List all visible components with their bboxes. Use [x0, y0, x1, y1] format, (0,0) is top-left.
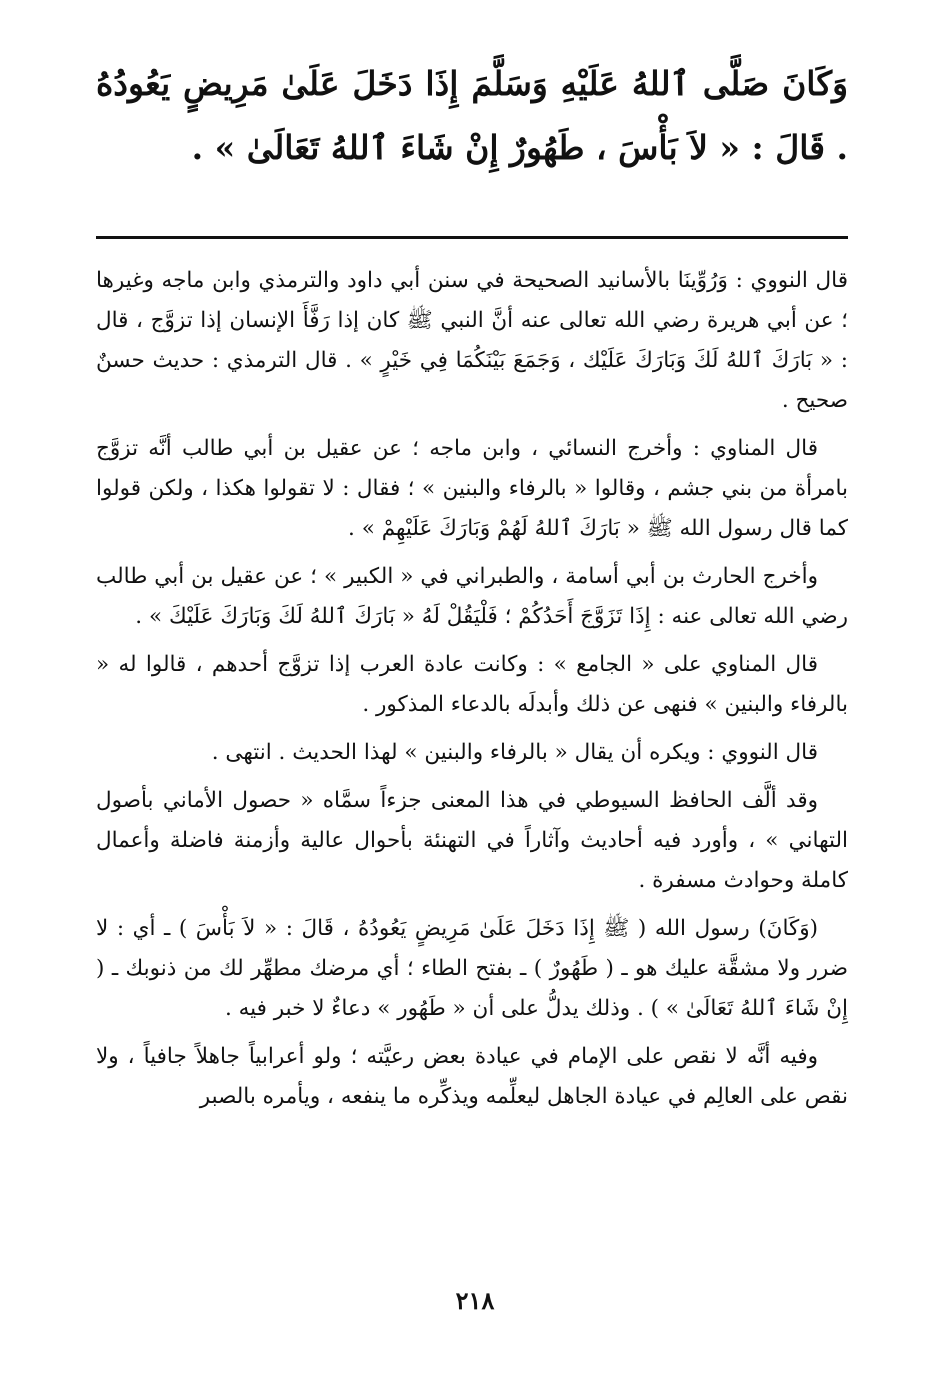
commentary-paragraph: قال المناوي : وأخرج النسائي ، وابن ماجه ؛ عن عقيل بن أبي طالب أنَّه تزوَّج بامرأة من بني جشم ، وقالوا « بالرفاء والبنين » ؛ فقال : لا تقولوا هكذا ، ولكن قولوا كما قال رسول الله ﷺ « بَارَكَ ٱللهُ لَهُمْ وَبَارَكَ عَلَيْهِمْ » . — [96, 436, 848, 541]
commentary-paragraph: وقد ألَّف الحافظ السيوطي في هذا المعنى جزءاً سمَّاه « حصول الأماني بأصول التهاني » ، وأورد فيه أحاديث وآثاراً في التهنئة بأحوال عالية وأزمنة فاضلة وأعمال كاملة وحوادث مسفرة . — [96, 788, 848, 893]
commentary-paragraph: وأخرج الحارث بن أبي أسامة ، والطبراني في « الكبير » ؛ عن عقيل بن أبي طالب رضي الله تعالى عنه : إِذَا تَزَوَّجَ أَحَدُكُمْ ؛ فَلْيَقُلْ لَهُ « بَارَكَ ٱللهُ لَكَ وَبَارَكَ عَلَيْكَ » . — [96, 564, 848, 629]
commentary-paragraph: قال المناوي على « الجامع » : وكانت عادة العرب إذا تزوَّج أحدهم ، قالوا له « بالرفاء والبنين » فنهى عن ذلك وأبدلَه بالدعاء المذكور . — [96, 652, 848, 717]
commentary-paragraph: وفيه أنَّه لا نقص على الإمام في عيادة بعض رعيَّته ؛ ولو أعرابياً جاهلاً جافياً ، ولا نقص على العالِم في عيادة الجاهل ليعلِّمه ويذكِّره ما ينفعه ، ويأمره بالصبر — [96, 1044, 848, 1109]
main-text: وَكَانَ صَلَّى ٱللهُ عَلَيْهِ وَسَلَّمَ إِذَا دَخَلَ عَلَىٰ مَرِيضٍ يَعُودُهُ . قَالَ : « لاَ بَأْسَ ، طَهُورٌ إِنْ شَاءَ ٱللهُ تَعَالَىٰ » . — [96, 64, 848, 167]
commentary-paragraph: (وَكَانَ) رسول الله ( ﷺ إِذَا دَخَلَ عَلَىٰ مَرِيضٍ يَعُودُهُ ، قَالَ : « لاَ بَأْسَ ) ـ أي : لا ضرر ولا مشقَّة عليك هو ـ ( طَهُورٌ ) ـ بفتح الطاء ؛ أي مرضك مطهِّر لك من ذنوبك ـ ( إِنْ شَاءَ ٱللهُ تَعَالَىٰ » ) . وذلك يدلُّ على أن « طَهُور » دعاءٌ لا خبر فيه . — [96, 916, 848, 1021]
commentary — [96, 261, 848, 1117]
page-content — [96, 52, 848, 1125]
divider-line — [96, 236, 848, 239]
page-number: ٢١٨ — [455, 1286, 495, 1315]
commentary-paragraph: قال النووي : ويكره أن يقال « بالرفاء والبنين » لهذا الحديث . انتهى . — [211, 740, 818, 765]
commentary-paragraph: قال النووي : وَرُوِّينَا بالأسانيد الصحيحة في سنن أبي داود والترمذي وابن ماجه وغيرها ؛ عن أبي هريرة رضي الله تعالى عنه أنَّ النبي ﷺ كان إذا رَفَّأَ الإنسان إذا تزوَّج ، قال : « بَارَكَ ٱللهُ لَكَ وَبَارَكَ عَلَيْك ، وَجَمَعَ بَيْنَكُمَا فِي خَيْرٍ » . قال الترمذي : حديث حسنٌ صحيح . — [96, 268, 848, 413]
